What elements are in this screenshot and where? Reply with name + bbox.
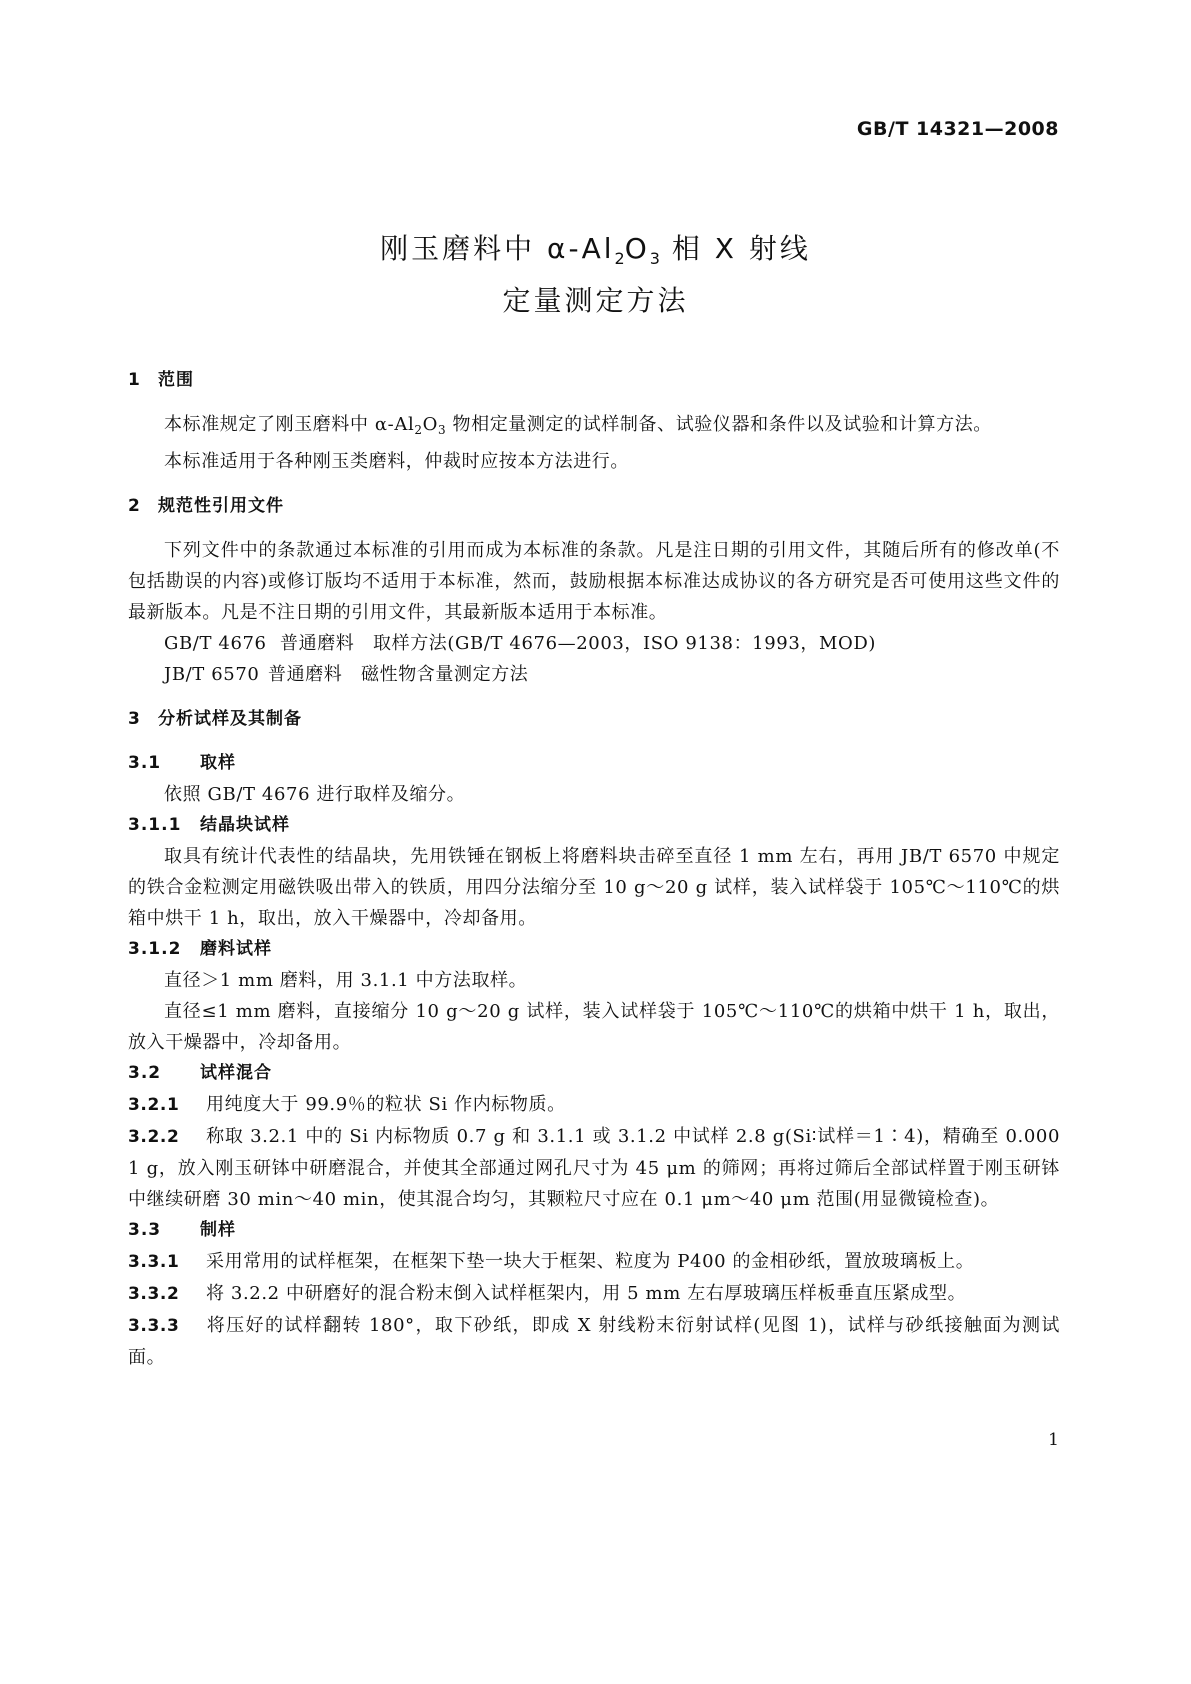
section-3-1-2-heading: 3.1.2 磨料试样 [128, 939, 272, 959]
document-body [128, 365, 1060, 1373]
section-1-heading: 1 范围 [128, 370, 194, 390]
section-3-1-1-paragraph: 取具有统计代表性的结晶块，先用铁锤在钢板上将磨料块击碎至直径 1 mm 左右，再用 JB/T 6570 中规定的铁合金粒测定用磁铁吸出带入的铁质，用四分法缩分至 10 g～20 g 试样，装入试样袋于 105℃～110℃的烘箱中烘干 1 h，取出，放入干燥器中，冷却备用。 [128, 846, 1060, 929]
standard-code: GB/T 14321—2008 [856, 118, 1059, 140]
section-3-heading: 3 分析试样及其制备 [128, 709, 302, 729]
clause-3-3-2: 3.3.2 将 3.2.2 中研磨好的混合粉末倒入试样框架内，用 5 mm 左右厚玻璃压样板垂直压紧成型。 [128, 1283, 967, 1304]
document-title [0, 228, 1191, 322]
section-3-1-2-paragraph-1: 直径＞1 mm 磨料，用 3.1.1 中方法取样。 [164, 970, 528, 991]
section-1-paragraph-2: 本标准适用于各种刚玉类磨料，仲裁时应按本方法进行。 [164, 451, 629, 472]
section-2-paragraph: 下列文件中的条款通过本标准的引用而成为本标准的条款。凡是注日期的引用文件，其随后所有的修改单(不包括勘误的内容)或修订版均不适用于本标准，然而，鼓励根据本标准达成协议的各方研究是否可使用这些文件的最新版本。凡是不注日期的引用文件，其最新版本适用于本标准。 [128, 540, 1060, 623]
reference-jbt6570: JB/T 6570 普通磨料 磁性物含量测定方法 [164, 664, 529, 685]
title-line-2: 定量测定方法 [502, 284, 689, 317]
section-3-1-heading: 3.1 取样 [128, 753, 236, 773]
reference-gbt4676: GB/T 4676 普通磨料 取样方法(GB/T 4676—2003，ISO 9138：1993，MOD) [164, 633, 877, 654]
clause-3-2-1: 3.2.1 用纯度大于 99.9％的粒状 Si 作内标物质。 [128, 1094, 566, 1115]
section-3-1-paragraph: 依照 GB/T 4676 进行取样及缩分。 [164, 784, 466, 805]
clause-3-2-2: 3.2.2 称取 3.2.1 中的 Si 内标物质 0.7 g 和 3.1.1 或 3.1.2 中试样 2.8 g(Si∶试样＝1∶4)，精确至 0.000 1 g，放入刚玉研钵中研磨混合，并使其全部通过网孔尺寸为 45 μm 的筛网；再将过筛后全部试样置于刚玉研钵中继续研磨 30 min～40 min，使其混合均匀，其颗粒尺寸应在 0.1 μm～40 μm 范围(用显微镜检查)。 [128, 1126, 1060, 1210]
section-3-2-heading: 3.2 试样混合 [128, 1063, 272, 1083]
clause-3-3-1: 3.3.1 采用常用的试样框架，在框架下垫一块大于框架、粒度为 P400 的金相砂纸，置放玻璃板上。 [128, 1251, 975, 1272]
section-2-heading: 2 规范性引用文件 [128, 496, 284, 516]
section-3-1-2-paragraph-2: 直径≤1 mm 磨料，直接缩分 10 g～20 g 试样，装入试样袋于 105℃～110℃的烘箱中烘干 1 h，取出，放入干燥器中，冷却备用。 [128, 1001, 1060, 1053]
section-3-3-heading: 3.3 制样 [128, 1220, 236, 1240]
clause-3-3-3: 3.3.3 将压好的试样翻转 180°，取下砂纸，即成 X 射线粉末衍射试样(见图 1)，试样与砂纸接触面为测试面。 [128, 1315, 1060, 1368]
title-line-1: 刚玉磨料中 $\alpha-Al_2O_3$ 相 X 射线 [380, 232, 811, 268]
section-1-paragraph-1: 本标准规定了刚玉磨料中 $\alpha-Al_2O_3$ 物相定量测定的试样制备、试验仪器和条件以及试验和计算方法。 [164, 414, 992, 437]
section-3-1-1-heading: 3.1.1 结晶块试样 [128, 815, 290, 835]
page-number: 1 [1048, 1430, 1059, 1450]
